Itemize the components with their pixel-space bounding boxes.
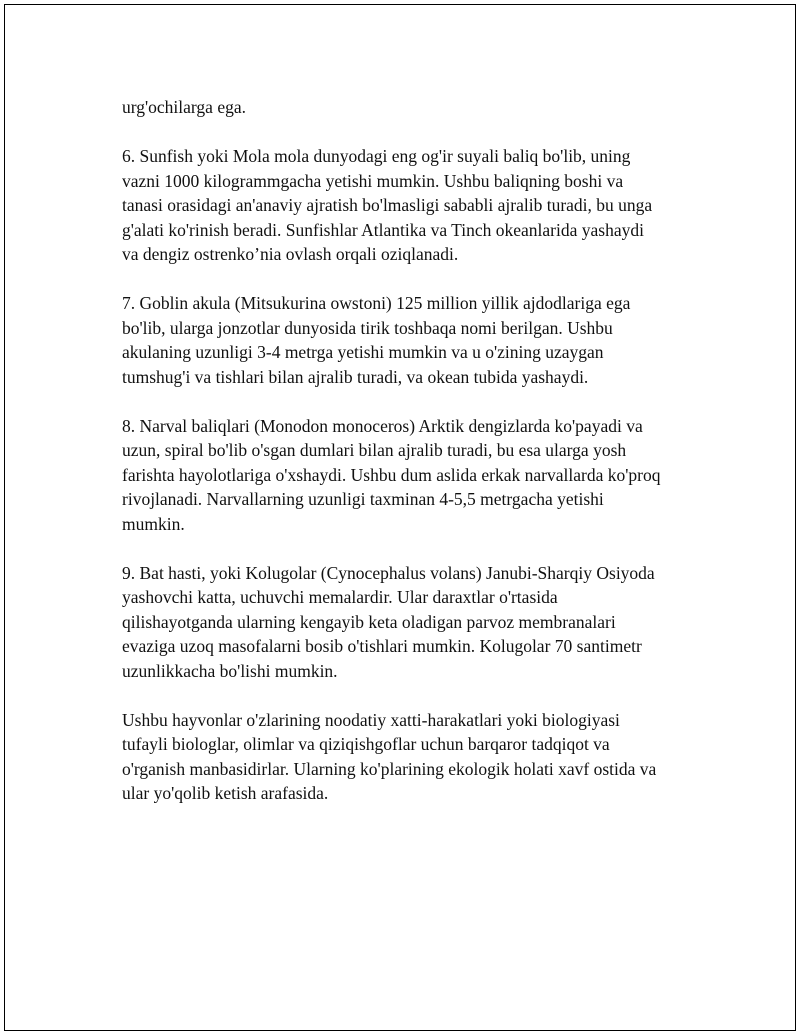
page-frame	[4, 4, 796, 1031]
paragraph-continuation: urg'ochilarga ega.	[122, 97, 246, 117]
paragraph-sunfish: 6. Sunfish yoki Mola mola dunyodagi eng og'ir suyali baliq bo'lib, uning vazni 1000 kilogrammgacha yetishi mumkin. Ushbu baliqning boshi va tanasi orasidagi an'anaviy ajratish bo'lmasligi sababli ajralib turadi, bu unga g'alati ko'rinish beradi. Sunfishlar Atlantika va Tinch okeanlarida yashaydi va dengiz ostrenko’nia ovlash orqali oziqlanadi.	[122, 146, 653, 264]
paragraph-conclusion: Ushbu hayvonlar o'zlarining noodatiy xatti-harakatlari yoki biologiyasi tufayli biologlar, olimlar va qiziqishgoflar uchun barqaror tadqiqot va o'rganish manbasidirlar. Ularning ko'plarining ekologik holati xavf ostida va ular yo'qolib ketish arafasida.	[122, 709, 657, 803]
paragraph-colugo: 9. Bat hasti, yoki Kolugolar (Cynocephalus volans) Janubi-Sharqiy Osiyoda yashovchi katta, uchuvchi memalardir. Ular daraxtlar o'rtasida qilishayotganda ularning kengayib keta oladigan parvoz membranalari evaziga uzoq masofalarni bosib o'tishlari mumkin. Kolugolar 70 santimetr uzunlikkacha bo'lishi mumkin.	[122, 562, 655, 681]
paragraph-narwhal: 8. Narval baliqlari (Monodon monoceros) Arktik dengizlarda ko'payadi va uzun, spiral bo'lib o'sgan dumlari bilan ajralib turadi, bu esa ularga yosh farishta hayolotlariga o'xshaydi. Ushbu dum aslida erkak narvallarda ko'proq rivojlanadi. Narvallarning uzunligi taxminan 4-5,5 metrgacha yetishi mumkin.	[122, 415, 661, 534]
document-body	[122, 95, 697, 806]
paragraph-goblin-shark: 7. Goblin akula (Mitsukurina owstoni) 125 million yillik ajdodlariga ega bo'lib, ularga jonzotlar dunyosida tirik toshbaqa nomi berilgan. Ushbu akulaning uzunligi 3-4 metrga yetishi mumkin va u o'zining uzaygan tumshug'i va tishlari bilan ajralib turadi, va okean tubida yashaydi.	[122, 293, 631, 387]
